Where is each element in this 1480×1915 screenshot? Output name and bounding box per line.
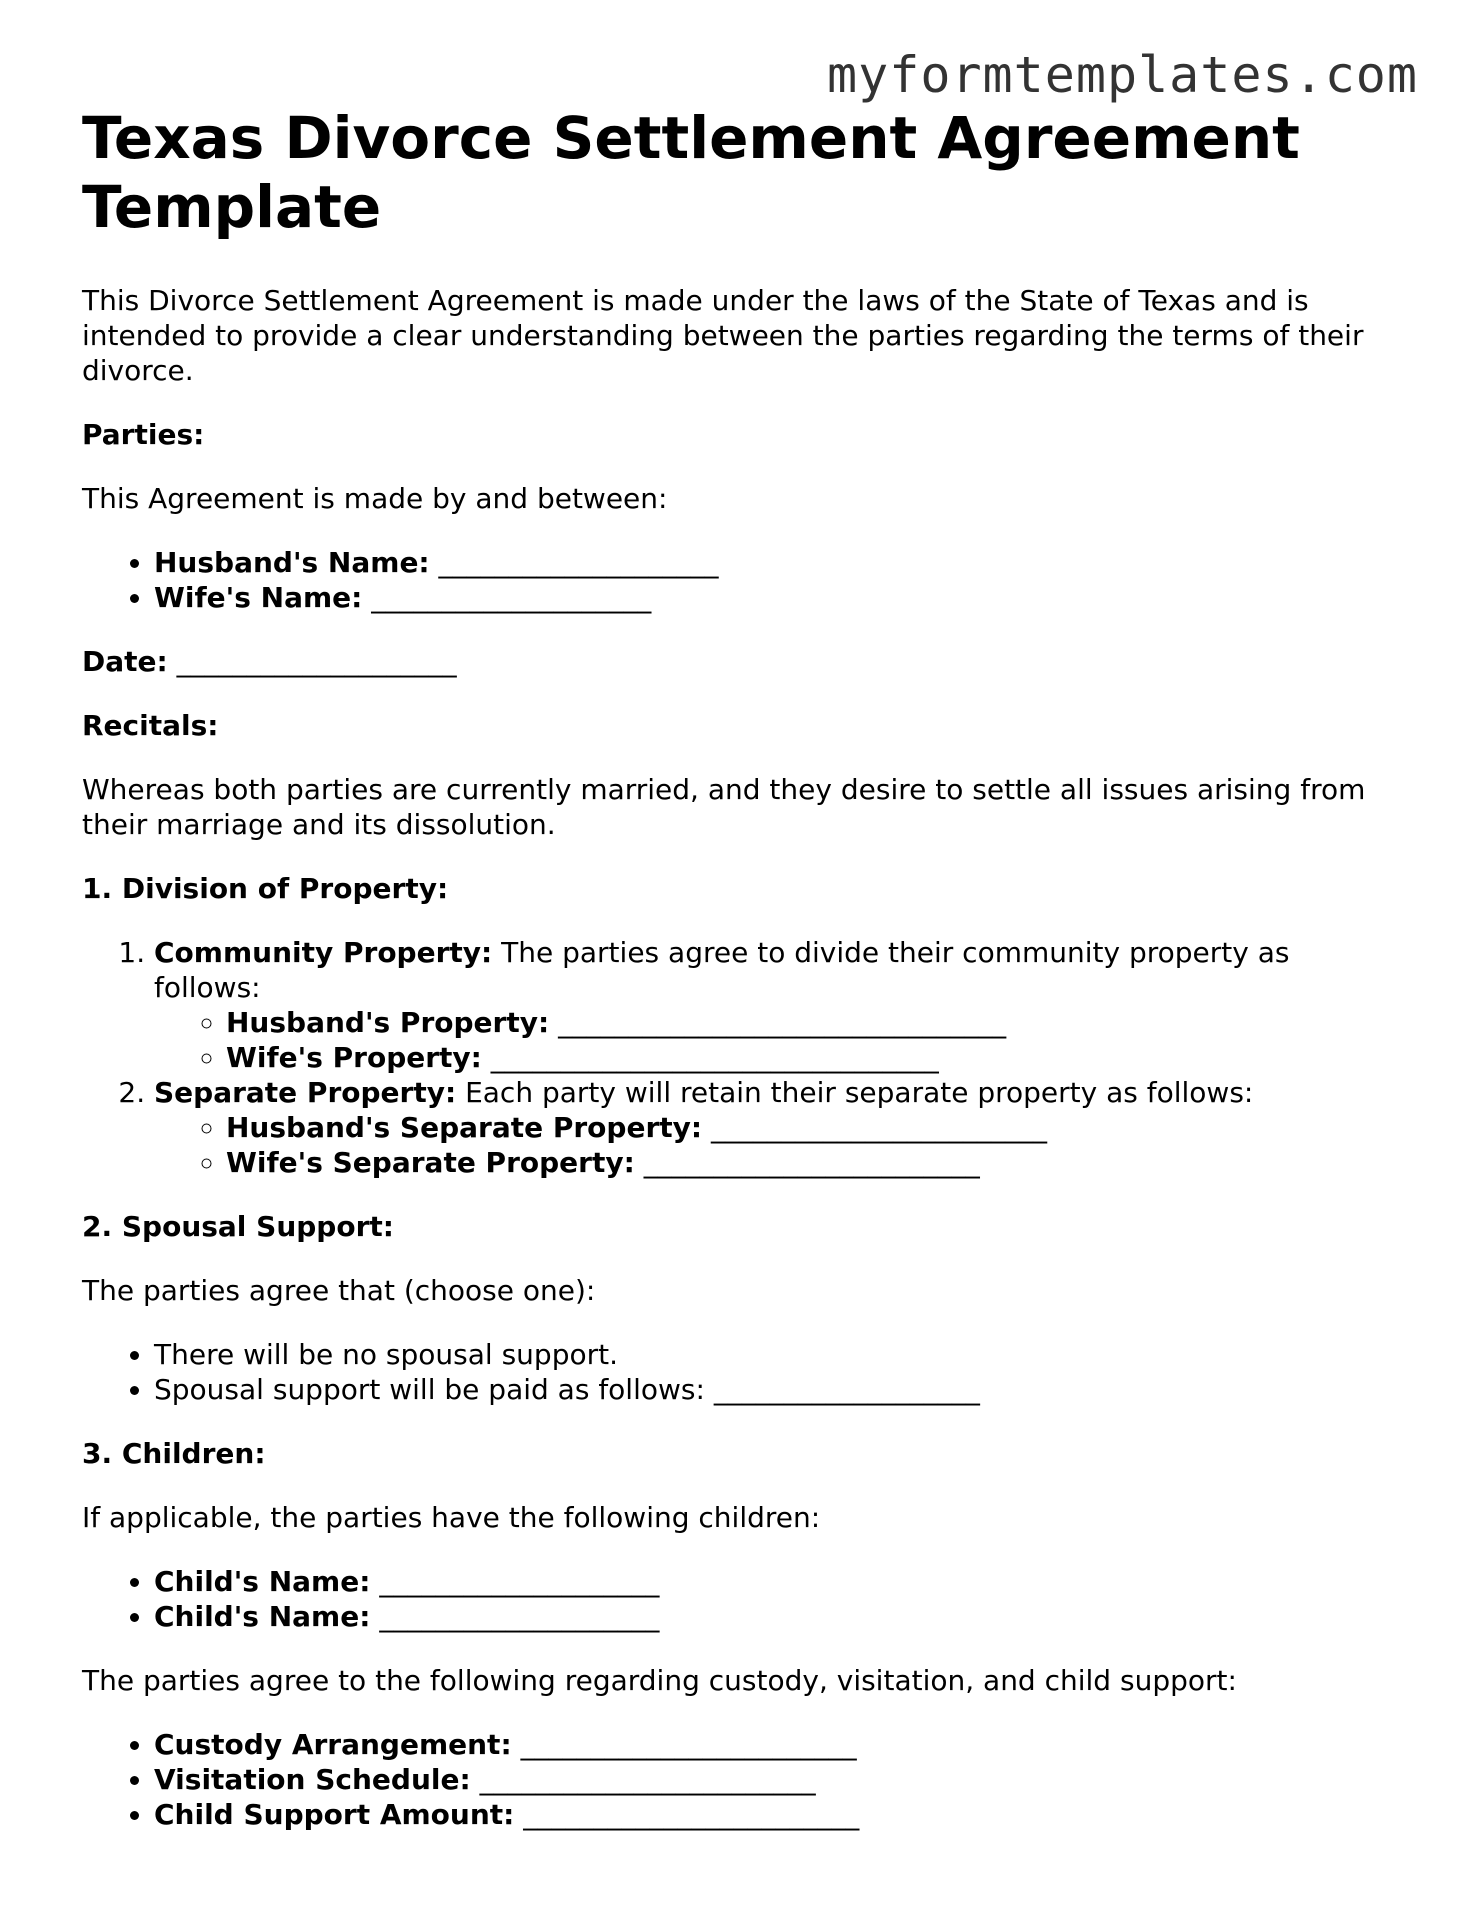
custody-arrangement-label: Custody Arrangement: [154,1728,512,1761]
list-item [154,545,1392,580]
recitals-heading: Recitals: [82,709,219,742]
list-item [154,1372,1392,1407]
list-item [154,1337,1392,1372]
list-item [226,1005,1392,1040]
visitation-schedule-label: Visitation Schedule: [154,1763,471,1796]
child-name-label: Child's Name: [154,1600,371,1633]
list-item [154,580,1392,615]
date-line [82,644,1392,679]
parties-text: This Agreement is made by and between: [82,482,668,515]
list-item [154,935,1392,1075]
property-list [82,935,1392,1180]
date-field[interactable]: ____________________ [176,645,457,678]
spousal-support-options [82,1337,1392,1407]
list-item [226,1145,1392,1180]
custody-text: The parties agree to the following regarding custody, visitation, and child support: [82,1664,1237,1697]
custody-list [82,1727,1392,1832]
list-item [154,1797,1392,1832]
custody-arrangement-field[interactable]: ________________________ [520,1728,857,1761]
child-support-amount-label: Child Support Amount: [154,1798,515,1831]
parties-list [82,545,1392,615]
list-item [154,1727,1392,1762]
child-name-field[interactable]: ____________________ [379,1600,660,1633]
date-label: Date: [82,645,168,678]
husband-name-label: Husband's Name: [154,546,430,579]
intro-paragraph: This Divorce Settlement Agreement is made under the laws of the State of Texas and is intended to provide a clear understanding between the parties regarding the terms of their divorce. [82,284,1364,387]
community-property-text: The parties agree to divide their community property as follows: [154,936,1290,1004]
list-item [154,1762,1392,1797]
list-item [226,1110,1392,1145]
community-property-label: Community Property: [154,936,493,969]
list-item [154,1599,1392,1634]
children-text: If applicable, the parties have the following children: [82,1501,821,1534]
child-name-field[interactable]: ____________________ [379,1565,660,1598]
wife-property-field[interactable]: ________________________________ [490,1041,939,1074]
spousal-support-text: The parties agree that (choose one): [82,1274,596,1307]
separate-property-text: Each party will retain their separate property as follows: [465,1076,1254,1109]
children-heading: 3. Children: [82,1437,266,1470]
support-paid-option: Spousal support will be paid as follows: [154,1373,705,1406]
husband-separate-property-label: Husband's Separate Property: [226,1111,703,1144]
list-item [154,1075,1392,1180]
recitals-text: Whereas both parties are currently married, and they desire to settle all issues arising from their marriage and its dissolution. [82,773,1366,841]
community-property-sublist [154,1005,1392,1075]
separate-property-sublist [154,1110,1392,1180]
separate-property-label: Separate Property: [154,1076,457,1109]
list-item [226,1040,1392,1075]
document-body [82,104,1392,1861]
husband-property-field[interactable]: ________________________________ [558,1006,1007,1039]
property-heading: 1. Division of Property: [82,872,449,905]
wife-name-label: Wife's Name: [154,581,363,614]
wife-separate-property-field[interactable]: ________________________ [643,1146,980,1179]
visitation-schedule-field[interactable]: ________________________ [479,1763,816,1796]
page-title: Texas Divorce Settlement Agreement Template [82,104,1300,241]
wife-separate-property-label: Wife's Separate Property: [226,1146,635,1179]
no-support-option: There will be no spousal support. [154,1338,618,1371]
parties-heading: Parties: [82,418,205,451]
husband-separate-property-field[interactable]: ________________________ [711,1111,1048,1144]
watermark: myformtemplates.com [827,46,1418,104]
husband-name-field[interactable]: ____________________ [438,546,719,579]
child-support-amount-field[interactable]: ________________________ [523,1798,860,1831]
spousal-support-heading: 2. Spousal Support: [82,1210,394,1243]
wife-name-field[interactable]: ____________________ [371,581,652,614]
child-name-label: Child's Name: [154,1565,371,1598]
husband-property-label: Husband's Property: [226,1006,550,1039]
list-item [154,1564,1392,1599]
support-paid-field[interactable]: ___________________ [713,1373,980,1406]
children-list [82,1564,1392,1634]
wife-property-label: Wife's Property: [226,1041,482,1074]
